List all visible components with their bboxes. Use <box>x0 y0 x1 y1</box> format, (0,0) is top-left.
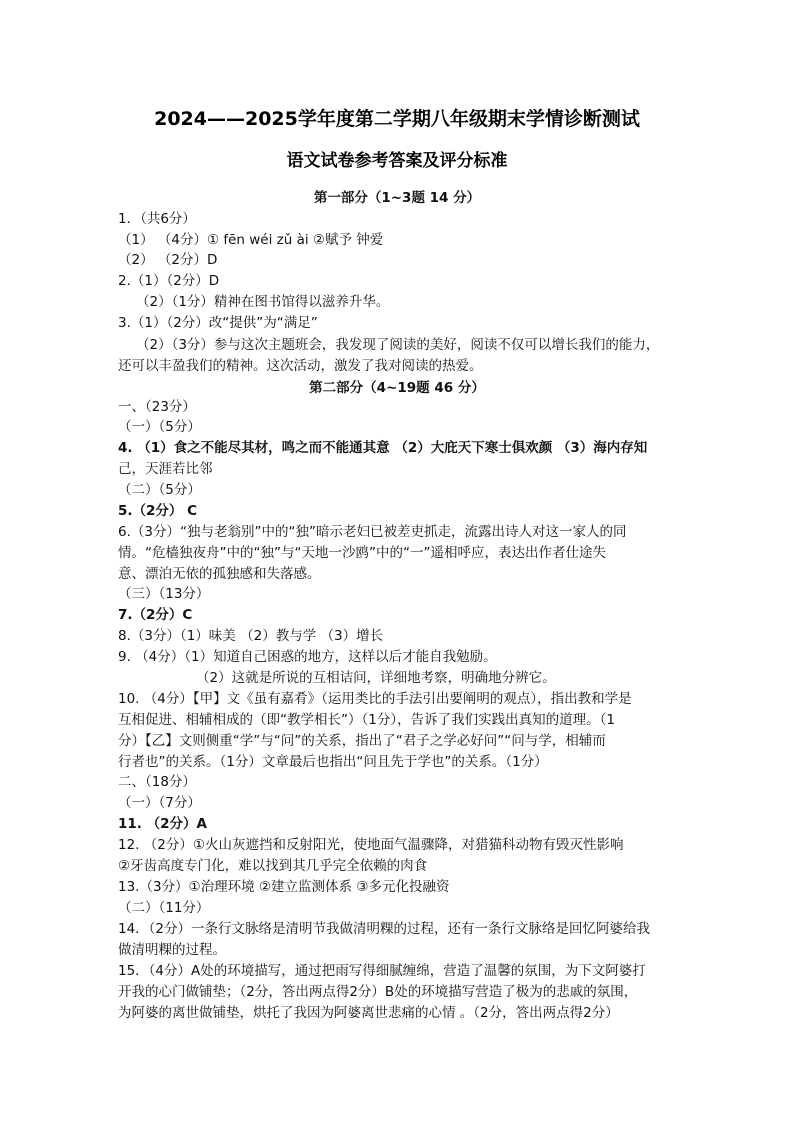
part2-heading: 第二部分（4~19题 46 分） <box>309 380 485 396</box>
answer-line: 2.（1）（2分）D <box>118 273 220 289</box>
page-subtitle: 语文试卷参考答案及评分标准 <box>286 151 508 171</box>
answer-line: （1） （4分）① fēn wéi zǔ ài ②赋予 钟爱 <box>118 232 384 248</box>
answer-line: ②牙齿高度专门化，难以找到其几乎完全依赖的肉食 <box>118 858 428 874</box>
answer-line: 13.（3分）①治理环境 ②建立监测体系 ③多元化投融资 <box>118 879 450 895</box>
section-heading: 一、（23分） <box>118 399 196 415</box>
section-heading: （三）（13分） <box>118 586 210 602</box>
answer-line: （2） （2分）D <box>118 252 218 268</box>
answer-line: 3.（1）（2分）改“提供”为“满足” <box>118 315 318 331</box>
section-heading: （一）（5分） <box>118 419 201 435</box>
answer-line: 开我的心门做铺垫；（2分，答出两点得2分）B处的环境描写营造了极为的悲戚的氛围， <box>118 984 638 1000</box>
answer-line: 分）【乙】文则侧重“学”与“问”的关系，指出了“君子之学必好问”“问与学，相辅而 <box>118 733 606 749</box>
answer-line: 4. （1）食之不能尽其材，鸣之而不能通其意 （2）大庇天下寒士俱欢颜 （3）海内存知 <box>118 440 648 456</box>
section-heading: （一）（7分） <box>118 795 201 811</box>
answer-line: （2）（1分）精神在图书馆得以滋养升华。 <box>136 294 390 310</box>
answer-line: 6.（3分）“独与老翁别”中的“独”暗示老妇已被差吏抓走，流露出诗人对这一家人的同 <box>118 524 627 540</box>
answer-line: 10. （4分）【甲】文《虽有嘉肴》（运用类比的手法引出要阐明的观点），指出教和学是 <box>118 691 632 707</box>
answer-line: 意、漂泊无依的孤独感和失落感。 <box>118 566 321 582</box>
answer-line: 5.（2分） C <box>118 503 198 519</box>
section-heading: （二）（5分） <box>118 482 201 498</box>
answer-line: 做清明粿的过程。 <box>118 942 226 958</box>
answer-line: 8.（3分）（1）味美 （2）教与学 （3）增长 <box>118 628 384 644</box>
answer-line: 1．（共6分） <box>118 211 196 227</box>
answer-line: （2）（3分）参与这次主题班会，我发现了阅读的美好，阅读不仅可以增长我们的能力， <box>136 337 660 353</box>
part1-heading: 第一部分（1~3题 14 分） <box>313 190 481 206</box>
answer-line: 为阿婆的离世做铺垫，烘托了我因为阿婆离世悲痛的心情 。（2分，答出两点得2分） <box>118 1005 619 1021</box>
answer-line: 15．（4分）A处的环境描写，通过把雨写得细腻缠绵，营造了温馨的氛围，为下文阿婆打 <box>118 963 646 979</box>
answer-line: 己，天涯若比邻 <box>118 461 213 477</box>
answer-line: 行者也”的关系。（1分）文章最后也指出“问且先于学也”的关系。（1分） <box>118 754 548 770</box>
section-heading: （二）（11分） <box>118 900 210 916</box>
answer-line: 情。“危樯独夜舟”中的“独”与“天地一沙鸥”中的“一”遥相呼应，表达出作者仕途失 <box>118 545 606 561</box>
answer-line: 9. （4分）（1）知道自己困惑的地方，这样以后才能自我勉励。 <box>118 649 497 665</box>
answer-line: 11. （2分）A <box>118 816 207 832</box>
answer-line: 7.（2分）C <box>118 607 193 623</box>
answer-line: 还可以丰盈我们的精神。这次活动，激发了我对阅读的热爱。 <box>118 358 483 374</box>
answer-line: （2）这就是所说的互相诘问，详细地考察，明确地分辨它。 <box>196 670 556 686</box>
section-heading: 二、（18分） <box>118 774 196 790</box>
answer-line: 12. （2分）①火山灰遮挡和反射阳光，使地面气温骤降，对猎猫科动物有毁灭性影响 <box>118 837 624 853</box>
answer-line: 14．（2分）一条行文脉络是清明节我做清明粿的过程，还有一条行文脉络是回忆阿婆给我 <box>118 921 651 937</box>
answer-line: 互相促进、相辅相成的（即“教学相长”）（1分），告诉了我们实践出真知的道理。（1 <box>118 712 615 728</box>
page-title: 2024——2025学年度第二学期八年级期末学情诊断测试 <box>154 108 640 130</box>
